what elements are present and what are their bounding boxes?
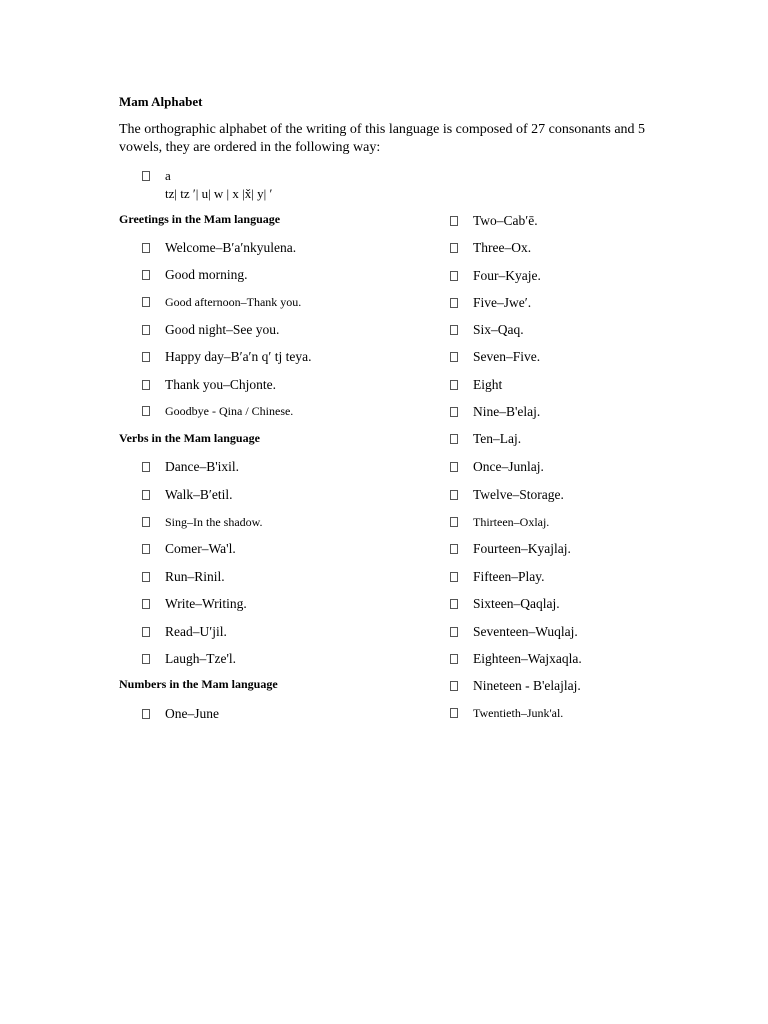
page-title: Mam Alphabet: [119, 94, 203, 109]
list-item: Eighteen–Wajxaqla.: [450, 651, 582, 667]
bullet-icon: [450, 708, 458, 718]
bullet-icon: [450, 462, 458, 472]
bullet-icon: [142, 462, 150, 472]
list-item: Goodbye - Qina / Chinese.: [142, 403, 293, 419]
list-item: Run–Rinil.: [142, 569, 225, 585]
list-item: Read–U′jil.: [142, 624, 227, 640]
list-item: Five–Jwe′.: [450, 295, 531, 311]
bullet-icon: [450, 572, 458, 582]
list-item: Fourteen–Kyajlaj.: [450, 541, 571, 557]
list-item: Two–Cab′ē.: [450, 213, 538, 229]
bullet-icon: [142, 490, 150, 500]
bullet-icon: [142, 544, 150, 554]
bullet-icon: [142, 517, 150, 527]
list-item: Happy day–B′a′n q′ tj teya.: [142, 349, 311, 365]
list-item: Nine–B'elaj.: [450, 404, 540, 420]
bullet-icon: [142, 352, 150, 362]
bullet-icon: [450, 352, 458, 362]
bullet-icon: [450, 380, 458, 390]
bullet-icon: [142, 572, 150, 582]
list-item: Sing–In the shadow.: [142, 514, 263, 530]
bullet-icon: [142, 380, 150, 390]
list-item: Seven–Five.: [450, 349, 540, 365]
bullet-icon: [450, 407, 458, 417]
alphabet-list: [142, 167, 272, 203]
list-item: Good morning.: [142, 267, 248, 283]
bullet-icon: [450, 654, 458, 664]
bullet-icon: [450, 271, 458, 281]
list-item: Write–Writing.: [142, 596, 247, 612]
list-item: Welcome–B′a′nkyulena.: [142, 240, 296, 256]
bullet-icon: [450, 599, 458, 609]
bullet-icon: [142, 709, 150, 719]
bullet-icon: [450, 325, 458, 335]
list-item: Ten–Laj.: [450, 431, 521, 447]
bullet-icon: [142, 270, 150, 280]
bullet-icon: [450, 243, 458, 253]
list-item: Seventeen–Wuqlaj.: [450, 624, 578, 640]
intro-paragraph: The orthographic alphabet of the writing of this language is composed of 27 consonants and 5 vowels, they are ordered in the following way:: [119, 122, 646, 155]
bullet-icon: [450, 627, 458, 637]
list-item: Fifteen–Play.: [450, 569, 545, 585]
list-item: Twelve–Storage.: [450, 487, 564, 503]
list-item: Good afternoon–Thank you.: [142, 294, 301, 310]
bullet-icon: [450, 681, 458, 691]
bullet-icon: [450, 216, 458, 226]
bullet-icon: [142, 654, 150, 664]
list-item: Good night–See you.: [142, 322, 279, 338]
alphabet-line-1: a: [142, 167, 272, 185]
bullet-icon: [142, 627, 150, 637]
alphabet-line-2: tz| tz ′| u| w | x |x̌| y| ′: [165, 186, 273, 201]
bullet-icon: [450, 517, 458, 527]
list-item: Walk–B′etil.: [142, 487, 232, 503]
bullet-icon: [450, 298, 458, 308]
list-item: Once–Junlaj.: [450, 459, 544, 475]
bullet-icon: [142, 406, 150, 416]
list-item: Comer–Wa'l.: [142, 541, 236, 557]
list-item: Thirteen–Oxlaj.: [450, 514, 549, 530]
list-item: Twentieth–Junk'al.: [450, 705, 563, 721]
bullet-icon: [142, 325, 150, 335]
bullet-icon: [142, 171, 150, 181]
list-item: Four–Kyaje.: [450, 268, 541, 284]
list-item: Six–Qaq.: [450, 322, 524, 338]
bullet-icon: [450, 434, 458, 444]
numbers-heading: Numbers in the Mam language: [119, 677, 278, 691]
list-item: One–June: [142, 706, 219, 722]
list-item: Three–Ox.: [450, 240, 531, 256]
list-item: Thank you–Chjonte.: [142, 377, 276, 393]
greetings-heading: Greetings in the Mam language: [119, 212, 281, 226]
list-item: Sixteen–Qaqlaj.: [450, 596, 560, 612]
verbs-heading: Verbs in the Mam language: [119, 431, 260, 445]
list-item: Eight: [450, 377, 502, 393]
list-item: Laugh–Tze'l.: [142, 651, 236, 667]
list-item: Dance–B'ixil.: [142, 459, 239, 475]
list-item: Nineteen - B'elajlaj.: [450, 678, 581, 694]
bullet-icon: [142, 599, 150, 609]
bullet-icon: [142, 297, 150, 307]
bullet-icon: [450, 544, 458, 554]
bullet-icon: [450, 490, 458, 500]
bullet-icon: [142, 243, 150, 253]
